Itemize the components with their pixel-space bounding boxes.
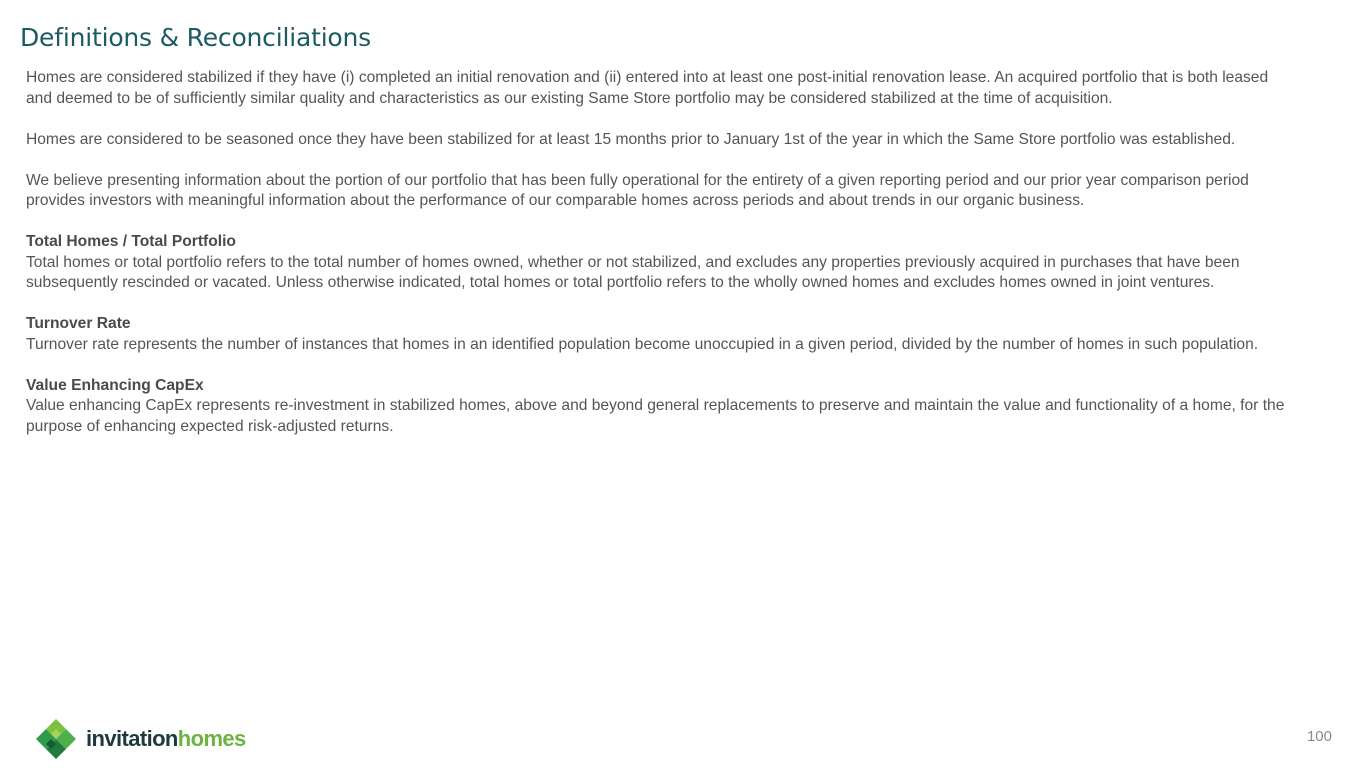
stabilized-paragraph: Homes are considered stabilized if they have (i) completed an initial renovation and (ii) entered into at least one post-initial renovation lease. An acquired portfolio that is both leased and deemed to be of sufficiently similar quality and characteristics as our existing Same Store portfolio may be considered stabilized at the time of acquisition.: [26, 69, 1269, 107]
definitions-content: [26, 68, 1296, 458]
definition-value-enhancing-capex: [26, 376, 1296, 438]
invitation-homes-logo: [35, 718, 246, 760]
definition-heading: Turnover Rate: [26, 315, 131, 333]
page-title: Definitions & Reconciliations: [20, 23, 371, 52]
definition-body: Value enhancing CapEx represents re-investment in stabilized homes, above and beyond general replacements to preserve and maintain the value and functionality of a home, for the purpose of enhancing expected risk-adjusted returns.: [26, 397, 1285, 436]
page-number: 100: [1306, 728, 1332, 745]
definition-body: Turnover rate represents the number of instances that homes in an identified population become unoccupied in a given period, divided by the number of homes in such population.: [26, 335, 1259, 353]
definition-heading: Value Enhancing CapEx: [26, 376, 204, 394]
logo-wordmark: [86, 718, 246, 760]
definition-body: Total homes or total portfolio refers to the total number of homes owned, whether or not stabilized, and excludes any properties previously acquired in purchases that have been subsequently rescinded or vacated. Unless otherwise indicated, total homes or total portfolio refers to the wholly owned homes and excludes homes owned in joint ventures.: [26, 253, 1240, 292]
same-store-rationale-paragraph: We believe presenting information about the portion of our portfolio that has been fully operational for the entirety of a given reporting period and our prior year comparison period provides investors with meaningful information about the performance of our comparable homes across periods and about trends in our organic business.: [26, 171, 1249, 210]
definition-turnover-rate: [26, 314, 1296, 355]
definition-total-homes: [26, 232, 1296, 294]
logo-text-homes: homes: [177, 726, 246, 751]
logo-text-invitation: invitation: [86, 726, 178, 751]
seasoned-paragraph: Homes are considered to be seasoned once they have been stabilized for at least 15 months prior to January 1st of the year in which the Same Store portfolio was established.: [26, 130, 1236, 148]
definition-heading: Total Homes / Total Portfolio: [26, 233, 236, 251]
diamond-cluster-logo-icon: [35, 718, 77, 760]
